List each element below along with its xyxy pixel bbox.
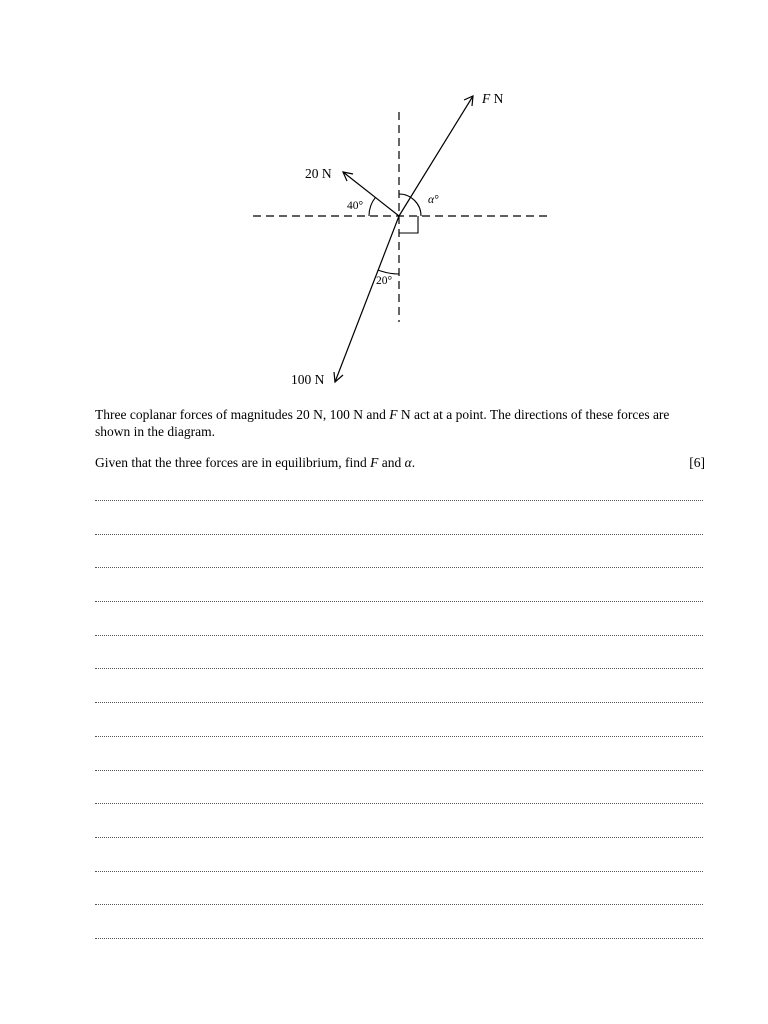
answer-line[interactable] (95, 904, 703, 905)
answer-area[interactable] (95, 500, 703, 972)
answer-line[interactable] (95, 702, 703, 703)
answer-line[interactable] (95, 736, 703, 737)
angle-20-arc (378, 270, 399, 274)
answer-line[interactable] (95, 635, 703, 636)
marks-badge: [6] (689, 455, 705, 470)
angle-alpha-label: α° (428, 194, 439, 206)
answer-line[interactable] (95, 601, 703, 602)
force-diagram (0, 0, 768, 400)
right-angle-marker (399, 216, 418, 233)
force-100-line (335, 216, 399, 382)
answer-line[interactable] (95, 871, 703, 872)
angle-alpha-arc (399, 194, 421, 216)
angle-40-label: 40° (347, 200, 364, 212)
answer-line[interactable] (95, 803, 703, 804)
force-100-label: 100 N (291, 372, 325, 387)
answer-line[interactable] (95, 770, 703, 771)
answer-line[interactable] (95, 567, 703, 568)
angle-40-arc (369, 197, 376, 216)
answer-line[interactable] (95, 668, 703, 669)
question-text (95, 406, 705, 440)
force-20-label: 20 N (305, 166, 332, 181)
force-f-label: F N (482, 91, 504, 106)
answer-line[interactable] (95, 938, 703, 939)
answer-line[interactable] (95, 500, 703, 501)
question-statement: Three coplanar forces of magnitudes 20 N, 100 N and F N act at a point. The directions of these forces are shown in the diagram. (95, 407, 670, 439)
task-instruction: Given that the three forces are in equilibrium, find F and α. (95, 455, 416, 470)
angle-20-label: 20° (376, 275, 393, 287)
task-row (95, 455, 705, 471)
answer-line[interactable] (95, 837, 703, 838)
answer-line[interactable] (95, 534, 703, 535)
